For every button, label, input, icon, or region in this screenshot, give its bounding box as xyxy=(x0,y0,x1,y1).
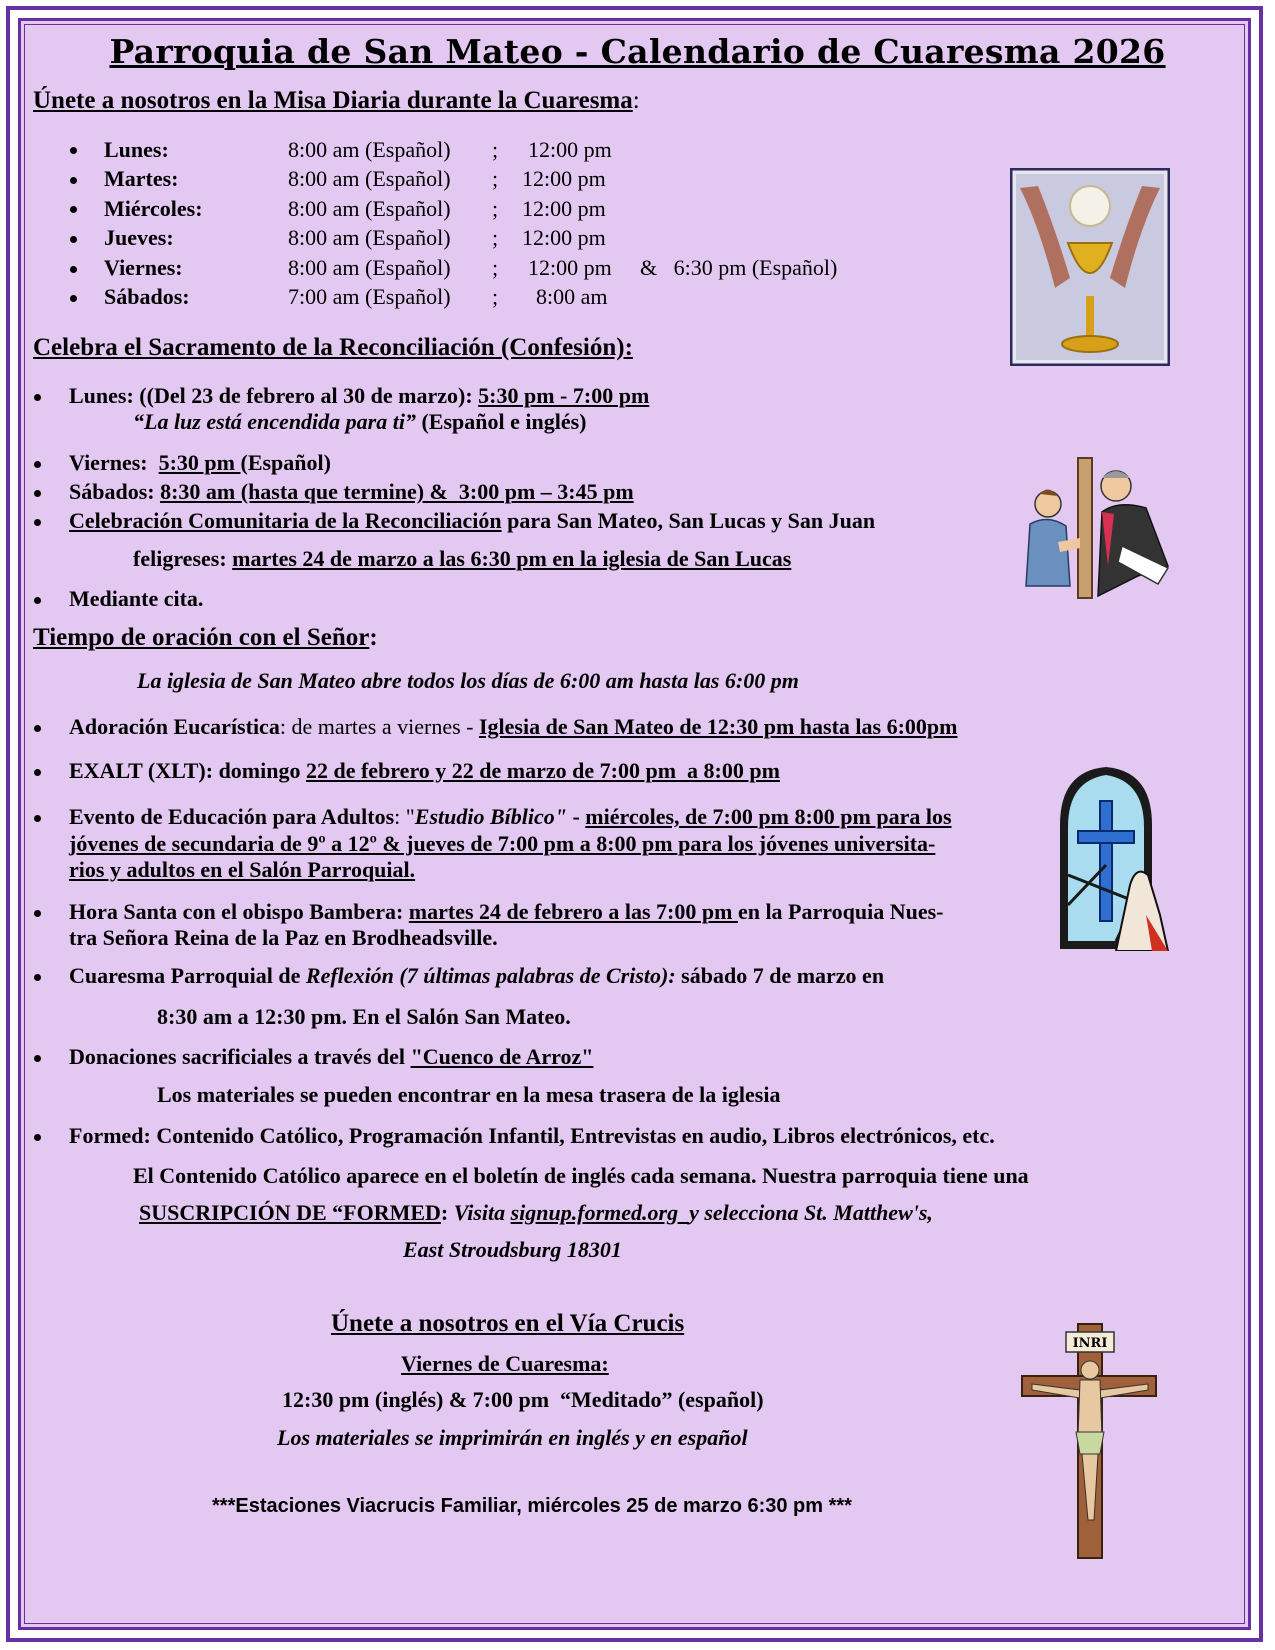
bullet xyxy=(70,147,77,154)
mass-early: 8:00 am (Español) xyxy=(288,255,451,280)
formed-city: East Stroudsburg 18301 xyxy=(403,1237,622,1262)
mass-noon: 12:00 pm xyxy=(522,196,606,221)
mass-early: 8:00 am (Español) xyxy=(288,166,451,191)
bullet xyxy=(34,461,41,468)
chalice-image xyxy=(1010,168,1170,366)
daily-mass-heading: Únete a nosotros en la Misa Diaria durante la Cuaresma: xyxy=(33,87,640,114)
communal-reconciliation: Celebración Comunitaria de la Reconciliación para San Mateo, San Lucas y San Juan xyxy=(69,508,876,533)
via-crucis-heading: Únete a nosotros en el Vía Crucis xyxy=(331,1310,685,1337)
formed: Formed: Contenido Católico, Programación Infantil, Entrevistas en audio, Libros electrónicos, etc. xyxy=(69,1123,995,1148)
mass-noon: 12:00 pm xyxy=(522,166,606,191)
mass-sep: ; xyxy=(492,225,499,250)
bullet xyxy=(34,394,41,401)
page-title: Parroquia de San Mateo - Calendario de Cuaresma 2026 xyxy=(109,32,1166,71)
via-crucis-sub: Viernes de Cuaresma: xyxy=(401,1351,609,1376)
formed-line2: El Contenido Católico aparece en el boletín de inglés cada semana. Nuestra parroquia tiene una xyxy=(133,1163,1029,1188)
bullet xyxy=(70,266,77,273)
reconciliation-heading: Celebra el Sacramento de la Reconciliación (Confesión): xyxy=(33,334,633,361)
mass-early: 7:00 am (Español) xyxy=(288,284,451,309)
bullet xyxy=(34,974,41,981)
communal-reconciliation-date: feligreses: martes 24 de marzo a las 6:30 pm en la iglesia de San Lucas xyxy=(133,546,792,571)
confession-image xyxy=(1018,456,1173,602)
adult-education: Evento de Educación para Adultos: "Estudio Bíblico" - miércoles, de 7:00 pm 8:00 pm para los xyxy=(69,804,952,829)
bullet xyxy=(34,1134,41,1141)
bullet xyxy=(70,295,77,302)
rice-bowl-line2: Los materiales se pueden encontrar en la mesa trasera de la iglesia xyxy=(157,1082,781,1107)
bullet xyxy=(34,597,41,604)
mass-day: Viernes: xyxy=(104,255,183,280)
exalt: EXALT (XLT): domingo 22 de febrero y 22 de marzo de 7:00 pm a 8:00 pm xyxy=(69,758,780,783)
mass-day: Miércoles: xyxy=(104,196,203,221)
confession-monday-note: “La luz está encendida para ti” (Español e inglés) xyxy=(133,409,587,434)
inri-label: INRI xyxy=(1072,1336,1108,1351)
prayer-heading: Tiempo de oración con el Señor: xyxy=(33,624,378,651)
mass-sep: ; xyxy=(492,284,499,309)
confession-monday: Lunes: ((Del 23 de febrero al 30 de marzo): 5:30 pm - 7:00 pm xyxy=(69,383,650,408)
bullet xyxy=(70,206,77,213)
holy-hour: Hora Santa con el obispo Bambera: martes 24 de febrero a las 7:00 pm en la Parroquia Nues- xyxy=(69,899,944,924)
via-crucis-note: Los materiales se imprimirán en inglés y en español xyxy=(277,1425,748,1450)
bullet xyxy=(34,769,41,776)
adult-education-line2: jóvenes de secundaria de 9º a 12º & jueves de 7:00 pm a 8:00 pm para los jóvenes universita- xyxy=(69,831,936,856)
rice-bowl: Donaciones sacrificiales a través del "Cuenco de Arroz" xyxy=(69,1044,594,1069)
bullet xyxy=(34,910,41,917)
church-hours: La iglesia de San Mateo abre todos los días de 6:00 am hasta las 6:00 pm xyxy=(137,668,799,693)
adoration: Adoración Eucarística: de martes a viernes - Iglesia de San Mateo de 12:30 pm hasta las 6:00pm xyxy=(69,714,958,739)
bullet xyxy=(34,1055,41,1062)
bullet xyxy=(34,490,41,497)
by-appointment: Mediante cita. xyxy=(69,586,204,611)
mass-day: Martes: xyxy=(104,166,179,191)
mass-early: 8:00 am (Español) xyxy=(288,196,451,221)
mass-noon: 12:00 pm xyxy=(528,255,612,280)
mass-day: Jueves: xyxy=(104,225,174,250)
mass-day: Lunes: xyxy=(104,137,169,162)
mass-sep: ; xyxy=(492,137,499,162)
bullet xyxy=(34,725,41,732)
formed-subscription: SUSCRIPCIÓN DE “FORMED: Visita signup.formed.org y selecciona St. Matthew's, xyxy=(139,1200,933,1225)
mass-extra: & 6:30 pm (Español) xyxy=(640,255,838,280)
bullet xyxy=(70,236,77,243)
bullet xyxy=(34,519,41,526)
mass-sep: ; xyxy=(492,255,499,280)
mass-day: Sábados: xyxy=(104,284,190,309)
bullet xyxy=(34,815,41,822)
holy-hour-line2: tra Señora Reina de la Paz en Brodheadsville. xyxy=(69,925,498,950)
lenten-reflection: Cuaresma Parroquial de Reflexión (7 últimas palabras de Cristo): sábado 7 de marzo en xyxy=(69,963,885,988)
bullet xyxy=(70,177,77,184)
crucifix-image xyxy=(1018,1320,1160,1560)
mass-noon: 12:00 pm xyxy=(522,225,606,250)
confession-friday: Viernes: 5:30 pm (Español) xyxy=(69,450,331,475)
mass-noon: 12:00 pm xyxy=(528,137,612,162)
mass-sep: ; xyxy=(492,196,499,221)
mass-early: 8:00 am (Español) xyxy=(288,225,451,250)
mass-early: 8:00 am (Español) xyxy=(288,137,451,162)
lenten-reflection-line2: 8:30 am a 12:30 pm. En el Salón San Mateo. xyxy=(157,1004,571,1029)
adult-education-line3: rios y adultos en el Salón Parroquial. xyxy=(69,857,416,882)
mass-sep: ; xyxy=(492,166,499,191)
formed-link[interactable]: signup.formed.org xyxy=(510,1200,690,1225)
mass-noon: 8:00 am xyxy=(536,284,608,309)
confession-saturday: Sábados: 8:30 am (hasta que termine) & 3:00 pm – 3:45 pm xyxy=(69,479,634,504)
via-crucis-times: 12:30 pm (inglés) & 7:00 pm “Meditado” (español) xyxy=(282,1387,764,1412)
stained-glass-image xyxy=(1056,765,1172,951)
family-stations: ***Estaciones Viacrucis Familiar, miércoles 25 de marzo 6:30 pm *** xyxy=(212,1495,852,1517)
